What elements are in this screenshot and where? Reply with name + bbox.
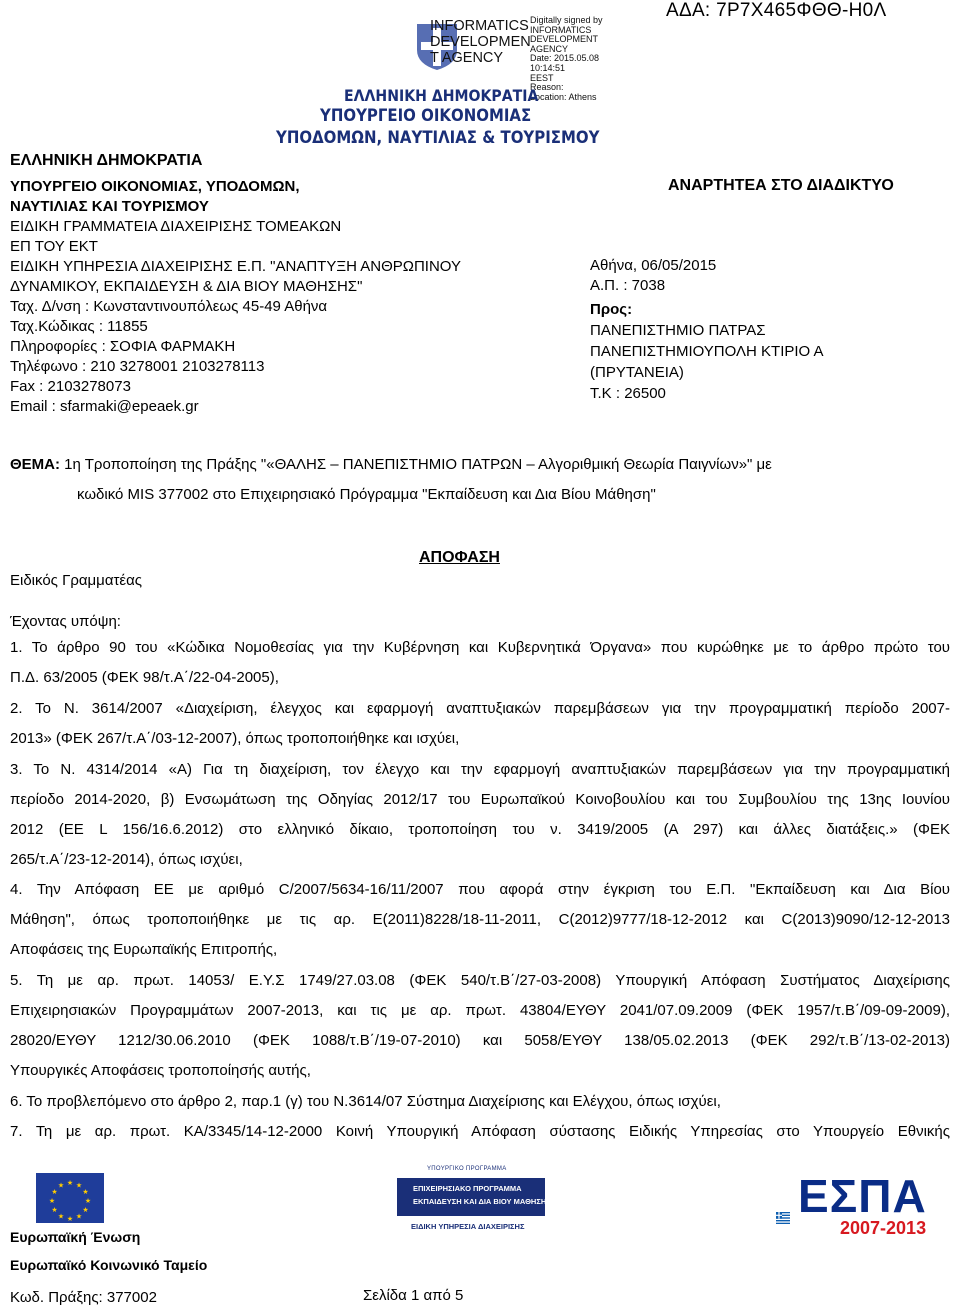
body-line: Επιχειρησιακών Προγραμμάτων 2007-2013, και τις με αρ. πρωτ. 43804/ΕΥΘΥ 2041/07.09.2009 (ΦΕΚ 1957/τ.Β΄/09-09-2009), [10, 1002, 950, 1019]
decision-title: ΑΠΟΦΑΣΗ [419, 549, 500, 566]
ada-code: ΑΔΑ: 7Ρ7Χ465ΦΘΘ-Η0Λ [666, 0, 887, 21]
svg-text:★: ★ [75, 1181, 83, 1190]
body-line: Μάθηση", όπως τροποποιήθηκε με τις αρ. E(2011)8228/18-11-2011, C(2012)9777/18-12-2012 και C(2013)9090/12-12-2013 [10, 911, 950, 928]
svg-text:★: ★ [82, 1206, 89, 1214]
svg-text:★: ★ [66, 1215, 74, 1223]
signature-org-line: DEVELOPMEN [430, 34, 531, 50]
signature-detail: Digitally signed by [530, 15, 603, 25]
body-line: 7. Τη με αρ. πρωτ. ΚΑ/3345/14-12-2000 Κοινή Υπουργική Απόφαση σύστασης Ειδικής Υπηρεσίας στο Υπουργείο Εθνικής [10, 1123, 950, 1140]
body-line: 3. Το Ν. 4314/2014 «Α) Για τη διαχείριση, τον έλεγχο και την εφαρμογή αναπτυξιακών παρεμβάσεων για την προγραμματική [10, 761, 950, 778]
svg-text:★: ★ [57, 1181, 65, 1190]
program-logo-top: ΥΠΟΥΡΓΙΚΟ ΠΡΟΓΡΑΜΜΑ [427, 1166, 507, 1172]
sender-info: Πληροφορίες : ΣΟΦΙΑ ΦΑΡΜΑΚΗ [10, 338, 236, 355]
recipient-line: ΠΑΝΕΠΙΣΤΗΜΙΟΥΠΟΛΗ ΚΤΙΡΙΟ Α [590, 343, 824, 360]
body-line: 265/τ.Α΄/23-12-2014), όπως ισχύει, [10, 851, 243, 868]
espa-title: ΕΣΠΑ [798, 1170, 927, 1222]
sender-ministry-1: ΥΠΟΥΡΓΕΙΟ ΟΙΚΟΝΟΜΙΑΣ, ΥΠΟΔΟΜΩΝ, [10, 178, 300, 195]
svg-text:★: ★ [51, 1206, 58, 1214]
svg-text:★: ★ [82, 1188, 89, 1196]
svg-text:★: ★ [51, 1188, 58, 1196]
body-line: 4. Την Απόφαση ΕΕ με αριθμό C/2007/5634-16/11/2007 που αφορά στην έγκριση του Ε.Π. "Εκπαίδευση και Δια Βίου [10, 881, 950, 898]
body-line: περίοδο 2014-2020, β) Ενσωμάτωση της Οδηγίας 2012/17 του Ευρωπαϊκού Κοινοβουλίου και του Συμβουλίου της 13ης Ιουνίου [10, 791, 950, 808]
logo-line: ΕΛΛΗΝΙΚΗ ΔΗΜΟΚΡΑΤΙΑ [344, 86, 539, 105]
svg-text:★: ★ [84, 1197, 92, 1205]
body-line: Π.Δ. 63/2005 (ΦΕΚ 98/τ.Α΄/22-04-2005), [10, 669, 279, 686]
body-line: 1. Το άρθρο 90 του «Κώδικα Νομοθεσίας για την Κυβέρνηση και Κυβερνητικά Όργανα» που κυρώθηκε με το άρθρο πρώτο του [10, 639, 950, 656]
recipient-line: Τ.Κ : 26500 [590, 385, 666, 402]
sender-email: Email : sfarmaki@epeaek.gr [10, 398, 199, 415]
letter-date: Αθήνα, 06/05/2015 [590, 257, 717, 274]
subject-label: ΘΕΜΑ: [10, 456, 60, 473]
sender-ep: ΕΠ ΤΟΥ ΕΚΤ [10, 238, 98, 255]
sender-secretariat: ΕΙΔΙΚΗ ΓΡΑΜΜΑΤΕΙΑ ΔΙΑΧΕΙΡΙΣΗΣ ΤΟΜΕΑΚΩΝ [10, 218, 342, 235]
body-line: 2013» (ΦΕΚ 267/τ.Α΄/03-12-2007), όπως τροποποιήθηκε και ισχύει, [10, 730, 460, 747]
signer-title: Ειδικός Γραμματέας [10, 572, 143, 589]
project-code: Κωδ. Πράξης: 377002 [10, 1289, 157, 1306]
protocol-number: Α.Π. : 7038 [590, 277, 666, 294]
logo-line: ΥΠΟΥΡΓΕΙΟ ΟΙΚΟΝΟΜΙΑΣ [320, 106, 532, 126]
body-line: 2012 (ΕΕ L 156/16.6.2012) στο ελληνικό δίκαιο, τροποποίηση του ν. 3419/2005 (Α 297) και άλλες διατάξεις.» (ΦΕΚ [10, 821, 950, 838]
sender-address: Ταχ. Δ/νση : Κωνσταντινουπόλεως 45-49 Αθήνα [10, 298, 328, 315]
signature-detail: Reason: [530, 82, 564, 93]
body-line: 5. Τη με αρ. πρωτ. 14053/ Ε.Υ.Σ 1749/27.03.08 (ΦΕΚ 540/τ.Β΄/27-03-2008) Υπουργική Απόφαση Συστήματος Διαχείρισης [10, 972, 950, 989]
sender-fax: Fax : 2103278073 [10, 378, 131, 395]
program-logo [397, 1166, 545, 1236]
recipient-line: (ΠΡΥΤΑΝΕΙΑ) [590, 364, 684, 381]
program-logo-title: ΕΚΠΑΙΔΕΥΣΗ ΚΑΙ ΔΙΑ ΒΙΟΥ ΜΑΘΗΣΗ [413, 1197, 547, 1206]
svg-text:★: ★ [66, 1179, 74, 1187]
eu-fund-label: Ευρωπαϊκό Κοινωνικό Ταμείο [10, 1257, 208, 1273]
signature-detail: INFORMATICS [530, 24, 592, 35]
signature-org [430, 18, 531, 66]
signature-detail: Date: 2015.05.08 10:14:51 [530, 53, 600, 73]
program-logo-banner [397, 1178, 545, 1216]
recipient-line: ΠΑΝΕΠΙΣΤΗΜΙΟ ΠΑΤΡΑΣ [590, 322, 766, 339]
sender-service-1: ΕΙΔΙΚΗ ΥΠΗΡΕΣΙΑ ΔΙΑΧΕΙΡΙΣΗΣ Ε.Π. "ΑΝΑΠΤΥΞΗ ΑΝΘΡΩΠΙΝΟΥ [10, 258, 461, 275]
svg-text:★: ★ [57, 1212, 65, 1221]
sender-ministry-2: ΝΑΥΤΙΛΙΑΣ ΚΑΙ ΤΟΥΡΙΣΜΟΥ [10, 198, 209, 215]
recipient-label: Προς: [590, 301, 633, 318]
eu-flag-icon [36, 1173, 104, 1223]
greek-flag-icon [776, 1212, 790, 1224]
program-logo-bottom: ΕΙΔΙΚΗ ΥΠΗΡΕΣΙΑ ΔΙΑΧΕΙΡΙΣΗΣ [411, 1222, 525, 1231]
body-line: Αποφάσεις της Ευρωπαϊκής Επιτροπής, [10, 941, 278, 958]
sender-phone: Τηλέφωνο : 210 3278001 2103278113 [10, 358, 265, 375]
espa-logo [776, 1172, 946, 1252]
body-line: 6. Το προβλεπόμενο στο άρθρο 2, παρ.1 (γ) του Ν.3614/07 Σύστημα Διαχείρισης και Ελέγχου, όπως ισχύει, [10, 1093, 721, 1110]
eu-union-label: Ευρωπαϊκή Ένωση [10, 1229, 141, 1245]
signature-org-line: T AGENCY [430, 50, 504, 66]
body-line: Υπουργικές Αποφάσεις τροποποίησής αυτής, [10, 1062, 311, 1079]
considering-label: Έχοντας υπόψη: [10, 613, 121, 630]
svg-text:★: ★ [48, 1197, 56, 1205]
eu-stars-icon [36, 1173, 104, 1223]
body-line: 2. Το Ν. 3614/2007 «Διαχείριση, έλεγχος και εφαρμογή αναπτυξιακών παρεμβάσεων για την προγραμματική περίοδο 2007- [10, 700, 950, 717]
sender-service-2: ΔΥΝΑΜΙΚΟΥ, ΕΚΠΑΙΔΕΥΣΗ & ΔΙΑ ΒΙΟΥ ΜΑΘΗΣΗΣ" [10, 278, 363, 295]
signature-details [530, 16, 610, 102]
signature-detail: DEVELOPMENT AGENCY [530, 34, 598, 54]
signature-detail: Location: Athens [530, 91, 597, 102]
page-number: Σελίδα 1 από 5 [363, 1287, 464, 1304]
subject-text-2: κωδικό MIS 377002 στο Επιχειρησιακό Πρόγραμμα "Εκπαίδευση και Δια Βίου Μάθηση" [77, 486, 656, 503]
body-line: 28020/ΕΥΘΥ 1212/30.06.2010 (ΦΕΚ 1088/τ.Β΄/19-07-2010) και 5058/ΕΥΘΥ 138/05.02.2013 (ΦΕΚ 292/τ.Β΄/13-02-2013) [10, 1032, 950, 1049]
program-logo-title: ΕΠΙΧΕΙΡΗΣΙΑΚΟ ΠΡΟΓΡΑΜΜΑ [413, 1184, 522, 1193]
espa-years: 2007-2013 [840, 1218, 927, 1238]
posting-label: ΑΝΑΡΤΗΤΕΑ ΣΤΟ ΔΙΑΔΙΚΤΥΟ [668, 177, 894, 194]
sender-republic: ΕΛΛΗΝΙΚΗ ΔΗΜΟΚΡΑΤΙΑ [10, 152, 203, 169]
signature-detail: EEST [530, 72, 554, 83]
sender-postcode: Ταχ.Κώδικας : 11855 [10, 318, 148, 335]
signature-org-line: INFORMATICS [430, 18, 529, 34]
logo-line: ΥΠΟΔΟΜΩΝ, ΝΑΥΤΙΛΙΑΣ & ΤΟΥΡΙΣΜΟΥ [276, 128, 600, 148]
subject [10, 456, 772, 473]
svg-text:★: ★ [75, 1212, 83, 1221]
subject-text: 1η Τροποποίηση της Πράξης "«ΘΑΛΗΣ – ΠΑΝΕΠΙΣΤΗΜΙΟ ΠΑΤΡΩΝ – Αλγοριθμική Θεωρία Παιγνίων»" με [60, 456, 772, 473]
